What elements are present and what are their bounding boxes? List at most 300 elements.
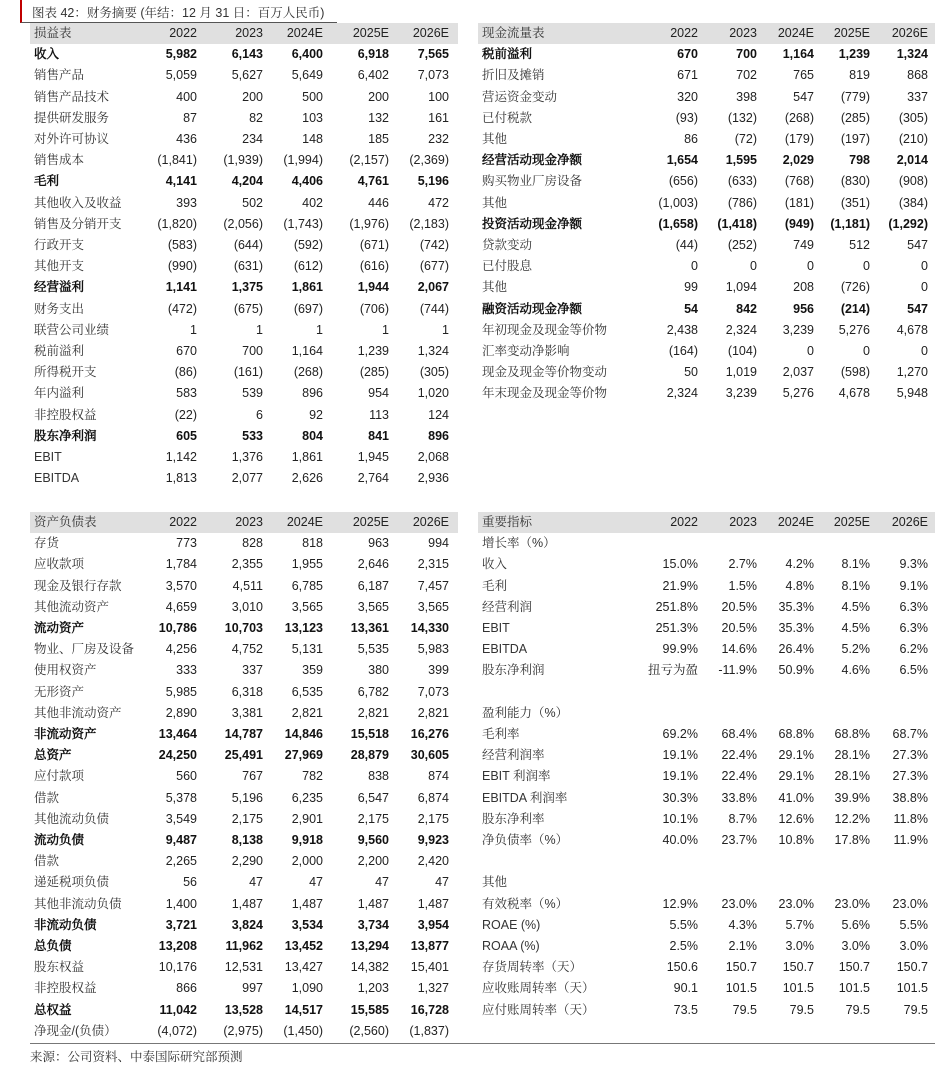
row-value: 1 xyxy=(190,322,197,337)
row-value: 868 xyxy=(907,68,928,83)
table-row xyxy=(30,468,458,489)
row-value: 446 xyxy=(368,195,389,210)
row-value: 0 xyxy=(921,259,928,274)
row-value: (744) xyxy=(419,301,449,316)
row-value: 101.5 xyxy=(838,981,870,996)
row-value: 1,090 xyxy=(291,981,323,996)
row-value: (1,841) xyxy=(157,153,197,168)
row-value: 82 xyxy=(249,110,263,125)
table-header-row xyxy=(30,512,458,533)
row-value: 0 xyxy=(807,259,814,274)
row-value: 954 xyxy=(368,386,389,401)
row-value: 1,487 xyxy=(231,896,263,911)
year-column-header: 2026E xyxy=(891,26,928,40)
table-row-subtotal xyxy=(478,214,935,235)
row-value: 4,678 xyxy=(838,386,870,401)
row-value: (779) xyxy=(840,89,870,104)
figure-title-bar xyxy=(20,0,337,23)
table-row-subtotal xyxy=(30,724,458,745)
year-column-header: 2026E xyxy=(891,515,928,529)
row-value: (285) xyxy=(359,365,389,380)
row-label: 应付账周转率（天） xyxy=(482,1002,595,1017)
row-value: 26.4% xyxy=(778,642,814,657)
row-value: 68.4% xyxy=(721,727,757,741)
row-value: 6,874 xyxy=(417,790,449,805)
table-row-subtotal xyxy=(30,44,458,65)
table-header-row xyxy=(478,512,935,533)
row-value: (1,820) xyxy=(157,216,197,231)
row-value: (132) xyxy=(727,110,757,125)
row-value: 5,985 xyxy=(165,684,197,699)
row-label: 应收账周转率（天） xyxy=(482,981,595,996)
row-value: 539 xyxy=(242,386,263,401)
row-value: (768) xyxy=(784,174,814,189)
row-value: 436 xyxy=(176,132,197,146)
row-value: 6,143 xyxy=(231,47,263,62)
row-value: 68.8% xyxy=(778,727,814,741)
row-value: 11.9% xyxy=(893,833,928,847)
year-column-header: 2024E xyxy=(286,515,323,529)
table-row xyxy=(30,872,458,893)
year-column-header: 2025E xyxy=(352,515,389,529)
row-label: 股东净利润 xyxy=(34,428,97,443)
row-value: 472 xyxy=(428,195,449,210)
table-row xyxy=(30,533,458,554)
year-column-header: 2023 xyxy=(235,26,263,40)
figure-title: 图表 42：财务摘要 (年结：12 月 31 日：百万人民币) xyxy=(32,6,325,20)
row-value: 13,208 xyxy=(158,939,197,953)
table-row xyxy=(478,682,935,703)
row-value: 4,406 xyxy=(291,174,323,189)
row-label: 汇率变动净影响 xyxy=(482,344,570,358)
row-value: 5.6% xyxy=(841,917,870,932)
row-value: 2,420 xyxy=(417,854,449,869)
row-value: 12,531 xyxy=(224,960,263,975)
row-label: 年末现金及现金等价物 xyxy=(482,386,608,401)
row-value: 337 xyxy=(242,663,263,678)
row-value: 35.3% xyxy=(778,621,814,635)
row-value: 4,256 xyxy=(165,642,197,657)
row-value: (1,181) xyxy=(830,216,870,231)
row-value: 2,029 xyxy=(782,153,814,168)
row-value: 671 xyxy=(677,68,698,83)
row-value: 2,067 xyxy=(417,280,449,295)
row-value: (22) xyxy=(174,407,197,422)
row-value: 399 xyxy=(428,663,449,678)
table-row xyxy=(30,576,458,597)
table-row xyxy=(478,129,935,150)
row-value: 8.1% xyxy=(841,557,870,572)
row-value: 3,565 xyxy=(417,599,449,614)
table-row xyxy=(30,235,458,256)
row-label: 收入 xyxy=(34,47,60,62)
row-value: (384) xyxy=(898,195,928,210)
row-value: 1,945 xyxy=(357,450,389,464)
row-value: 47 xyxy=(309,875,323,890)
row-value: -11.9% xyxy=(718,663,757,678)
row-value: (616) xyxy=(359,259,389,274)
row-label: 非控股权益 xyxy=(34,407,97,422)
row-value: 3,734 xyxy=(357,917,389,932)
row-value: 3,239 xyxy=(782,322,814,337)
row-value: (104) xyxy=(727,344,757,358)
row-value: 2,646 xyxy=(357,557,389,572)
row-value: 29.1% xyxy=(778,748,814,763)
row-value: 6.5% xyxy=(899,663,928,678)
table-row xyxy=(478,1000,935,1021)
table-row xyxy=(30,851,458,872)
row-value: 3,565 xyxy=(291,599,323,614)
row-value: 150.6 xyxy=(666,960,698,975)
row-value: 0 xyxy=(863,259,870,274)
row-value: (351) xyxy=(840,195,870,210)
row-label: 净现金/(负债） xyxy=(34,1023,117,1038)
row-value: (598) xyxy=(840,365,870,380)
row-value: 234 xyxy=(242,132,263,146)
row-value: 5,948 xyxy=(896,386,928,401)
row-value: 2,890 xyxy=(165,705,197,720)
year-column-header: 2023 xyxy=(235,515,263,529)
row-value: 1,164 xyxy=(782,47,814,62)
row-label: 股东权益 xyxy=(34,960,85,975)
row-value: 13,123 xyxy=(284,621,323,635)
table-row xyxy=(478,766,935,787)
row-value: 1,784 xyxy=(165,557,197,572)
row-value: 547 xyxy=(907,238,928,252)
row-value: 1,944 xyxy=(357,280,389,295)
row-value: 798 xyxy=(849,153,870,168)
row-value: 874 xyxy=(428,769,449,784)
row-label: 经营溢利 xyxy=(34,280,85,295)
row-value: 10,176 xyxy=(158,960,197,975)
table-row xyxy=(30,682,458,703)
row-value: 2,901 xyxy=(291,811,323,826)
table-row xyxy=(478,108,935,129)
row-value: (830) xyxy=(840,174,870,189)
row-value: 33.8% xyxy=(721,790,757,805)
row-label: 其他 xyxy=(482,875,508,890)
row-value: 23.0% xyxy=(834,896,870,911)
row-value: 5,535 xyxy=(357,642,389,657)
row-value: 3.0% xyxy=(785,939,814,953)
table-row xyxy=(478,660,935,681)
row-value: 6.3% xyxy=(899,599,928,614)
row-label: 其他非流动负债 xyxy=(34,896,122,911)
table-row xyxy=(30,150,458,171)
row-value: 21.9% xyxy=(662,578,698,593)
table-row xyxy=(30,214,458,235)
table-row xyxy=(30,660,458,681)
table-row xyxy=(30,766,458,787)
row-value: 2,936 xyxy=(417,471,449,486)
row-value: 2,175 xyxy=(231,811,263,826)
row-value: 1,813 xyxy=(165,471,197,486)
row-value: 838 xyxy=(368,769,389,784)
row-label: 联营公司业绩 xyxy=(34,322,110,337)
row-value: 1,203 xyxy=(357,981,389,996)
row-value: 2.1% xyxy=(728,939,757,953)
row-value: (677) xyxy=(419,259,449,274)
row-value: 15,401 xyxy=(410,960,449,975)
row-value: 23.0% xyxy=(892,896,928,911)
row-label: 非流动负债 xyxy=(34,917,97,932)
table-row xyxy=(478,851,935,872)
row-value: (592) xyxy=(293,238,323,252)
row-value: 6.2% xyxy=(899,642,928,657)
table-row xyxy=(30,108,458,129)
row-label: 销售产品技术 xyxy=(34,89,110,104)
row-label: 其他 xyxy=(482,195,508,210)
year-column-header: 2022 xyxy=(169,515,197,529)
row-value: 30,605 xyxy=(410,748,449,763)
row-value: 4,511 xyxy=(232,578,263,593)
row-value: 1,487 xyxy=(417,896,449,911)
row-value: 828 xyxy=(242,536,263,551)
row-value: 1,487 xyxy=(357,896,389,911)
row-value: 5,649 xyxy=(291,68,323,83)
row-label: 总权益 xyxy=(34,1002,72,1017)
row-value: 56 xyxy=(183,875,197,890)
row-value: 20.5% xyxy=(721,621,757,635)
row-value: 6,782 xyxy=(357,684,389,699)
row-value: (305) xyxy=(898,110,928,125)
table-row xyxy=(478,533,935,554)
row-value: 512 xyxy=(849,238,870,252)
row-value: 1,019 xyxy=(725,365,757,380)
row-value: 14,787 xyxy=(224,727,263,741)
table-row xyxy=(478,193,935,214)
row-value: 38.8% xyxy=(892,790,928,805)
row-value: 1,270 xyxy=(896,365,928,380)
row-value: (285) xyxy=(840,110,870,125)
row-value: 2,068 xyxy=(417,450,449,464)
row-label: 其他 xyxy=(482,132,508,146)
row-value: 101.5 xyxy=(782,981,814,996)
row-label: 销售产品 xyxy=(34,68,85,83)
row-label: 年初现金及现金等价物 xyxy=(482,322,608,337)
row-value: 2,037 xyxy=(782,365,814,380)
row-label: EBITDA xyxy=(34,471,80,486)
row-label: 股东净利润 xyxy=(482,663,545,678)
row-label: 有效税率（%） xyxy=(482,896,569,911)
row-value: 1,141 xyxy=(165,280,197,295)
row-value: 35.3% xyxy=(778,599,814,614)
table-row xyxy=(478,277,935,298)
row-value: 4.5% xyxy=(841,621,870,635)
row-value: (2,975) xyxy=(223,1023,263,1038)
row-value: 148 xyxy=(302,132,323,146)
row-value: (786) xyxy=(727,195,757,210)
row-value: 1,324 xyxy=(417,344,449,358)
row-label: 提供研发服务 xyxy=(34,110,110,125)
table-row xyxy=(478,341,935,362)
row-value: 841 xyxy=(368,428,389,443)
row-label: 购买物业厂房设备 xyxy=(482,174,583,189)
year-column-header: 2022 xyxy=(169,26,197,40)
row-value: 扭亏为盈 xyxy=(647,663,698,678)
table-row xyxy=(478,320,935,341)
row-value: 502 xyxy=(242,195,263,210)
row-value: 5,276 xyxy=(838,322,870,337)
table-row-subtotal xyxy=(478,44,935,65)
year-column-header: 2025E xyxy=(833,515,870,529)
row-value: 6,402 xyxy=(357,68,389,83)
row-value: 2,290 xyxy=(231,854,263,869)
row-value: 1,400 xyxy=(165,896,197,911)
row-value: 14,517 xyxy=(284,1002,323,1017)
row-value: 749 xyxy=(793,238,814,252)
table-header-title: 损益表 xyxy=(34,26,72,40)
row-value: 87 xyxy=(183,110,197,125)
row-value: (161) xyxy=(233,365,263,380)
row-label: 应付款项 xyxy=(34,769,85,784)
row-value: 9,560 xyxy=(357,833,389,847)
row-label: 税前溢利 xyxy=(482,47,533,62)
row-value: 5.5% xyxy=(899,917,928,932)
row-value: 896 xyxy=(302,386,323,401)
row-value: 9.1% xyxy=(899,578,928,593)
year-column-header: 2024E xyxy=(777,515,814,529)
year-column-header: 2024E xyxy=(777,26,814,40)
row-value: (214) xyxy=(840,301,870,316)
row-value: (675) xyxy=(233,301,263,316)
row-value: 6,318 xyxy=(231,684,263,699)
row-value: (1,658) xyxy=(658,216,698,231)
row-value: 670 xyxy=(176,344,197,358)
row-value: (1,939) xyxy=(223,153,263,168)
row-value: 3,570 xyxy=(165,578,197,593)
row-label: EBITDA xyxy=(482,642,528,657)
table-row xyxy=(30,957,458,978)
row-value: (949) xyxy=(784,216,814,231)
table-header-row xyxy=(30,23,458,44)
row-value: 400 xyxy=(176,89,197,104)
row-value: 28.1% xyxy=(834,769,870,784)
row-value: 896 xyxy=(428,428,449,443)
row-value: 605 xyxy=(176,428,197,443)
row-value: 3.0% xyxy=(841,939,870,953)
row-value: 6,235 xyxy=(291,790,323,805)
table-row xyxy=(478,171,935,192)
row-label: 增长率（%） xyxy=(482,536,556,551)
row-value: 4.6% xyxy=(841,663,870,678)
row-value: 320 xyxy=(677,89,698,104)
row-value: 2,821 xyxy=(357,705,389,720)
row-value: (612) xyxy=(293,259,323,274)
row-value: 23.7% xyxy=(721,833,757,847)
row-label: 流动资产 xyxy=(34,621,85,635)
row-value: 150.7 xyxy=(896,960,928,975)
row-value: 9,923 xyxy=(417,833,449,847)
row-value: 15,518 xyxy=(350,727,389,741)
table-header-row xyxy=(478,23,935,44)
row-value: 819 xyxy=(849,68,870,83)
row-value: 12.9% xyxy=(662,896,698,911)
row-value: (633) xyxy=(727,174,757,189)
row-label: 已付税款 xyxy=(482,110,533,125)
row-value: (656) xyxy=(668,174,698,189)
row-label: 对外许可协议 xyxy=(34,132,110,146)
row-value: (583) xyxy=(167,238,197,252)
row-value: 1,239 xyxy=(838,47,870,62)
row-label: 现金及银行存款 xyxy=(34,578,122,593)
table-row xyxy=(30,299,458,320)
table-header-title: 现金流量表 xyxy=(482,26,545,40)
row-value: 50.9% xyxy=(778,663,814,678)
row-label: 销售成本 xyxy=(34,153,85,168)
row-value: 8.7% xyxy=(728,811,757,826)
row-value: 1 xyxy=(256,322,263,337)
row-value: 14,846 xyxy=(284,727,323,741)
row-value: 2,324 xyxy=(666,386,698,401)
table-row xyxy=(30,554,458,575)
row-value: 4.3% xyxy=(728,917,757,932)
table-row-subtotal xyxy=(30,745,458,766)
row-value: 1,376 xyxy=(231,450,263,464)
row-value: (697) xyxy=(293,301,323,316)
row-label: 已付股息 xyxy=(482,259,533,274)
row-value: (2,056) xyxy=(223,216,263,231)
row-value: 99.9% xyxy=(662,642,698,657)
table-row-subtotal xyxy=(30,936,458,957)
row-value: 583 xyxy=(176,386,197,401)
year-column-header: 2026E xyxy=(412,515,449,529)
row-value: 7,073 xyxy=(417,684,449,699)
row-label: 投资活动现金净额 xyxy=(482,216,583,231)
table-row xyxy=(30,405,458,426)
row-value: 132 xyxy=(368,110,389,125)
row-value: (44) xyxy=(675,238,698,252)
row-value: (2,369) xyxy=(409,153,449,168)
row-value: 5,196 xyxy=(417,174,449,189)
row-label: 应收款项 xyxy=(34,557,85,572)
row-value: 2,175 xyxy=(357,811,389,826)
row-value: (671) xyxy=(359,238,389,252)
row-value: 101.5 xyxy=(725,981,757,996)
row-value: 2,821 xyxy=(291,705,323,720)
row-value: 11,962 xyxy=(225,939,263,953)
table-row xyxy=(30,597,458,618)
row-value: 2,200 xyxy=(357,854,389,869)
row-value: (1,743) xyxy=(283,216,323,231)
row-value: 5,378 xyxy=(165,790,197,805)
row-label: 其他非流动资产 xyxy=(34,705,122,720)
row-value: 1 xyxy=(442,322,449,337)
row-label: 物业、厂房及设备 xyxy=(34,642,135,657)
row-value: 11,042 xyxy=(159,1002,197,1017)
table-row-subtotal xyxy=(30,830,458,851)
row-value: 560 xyxy=(176,769,197,784)
row-value: 13,427 xyxy=(284,960,323,975)
table-row xyxy=(478,235,935,256)
table-row xyxy=(478,618,935,639)
row-value: 6,187 xyxy=(357,578,389,593)
row-value: 333 xyxy=(176,663,197,678)
row-value: 79.5 xyxy=(845,1002,870,1017)
row-label: 其他 xyxy=(482,280,508,295)
row-value: (1,003) xyxy=(658,195,698,210)
row-value: 1,142 xyxy=(165,450,197,464)
row-value: 0 xyxy=(691,259,698,274)
row-value: 2,175 xyxy=(417,811,449,826)
row-value: 1,955 xyxy=(291,557,323,572)
row-label: EBIT xyxy=(34,450,62,464)
row-value: 232 xyxy=(428,132,449,146)
row-value: 1,595 xyxy=(725,153,757,168)
table-row xyxy=(30,65,458,86)
row-label: 使用权资产 xyxy=(34,663,97,678)
row-value: (86) xyxy=(174,365,197,380)
